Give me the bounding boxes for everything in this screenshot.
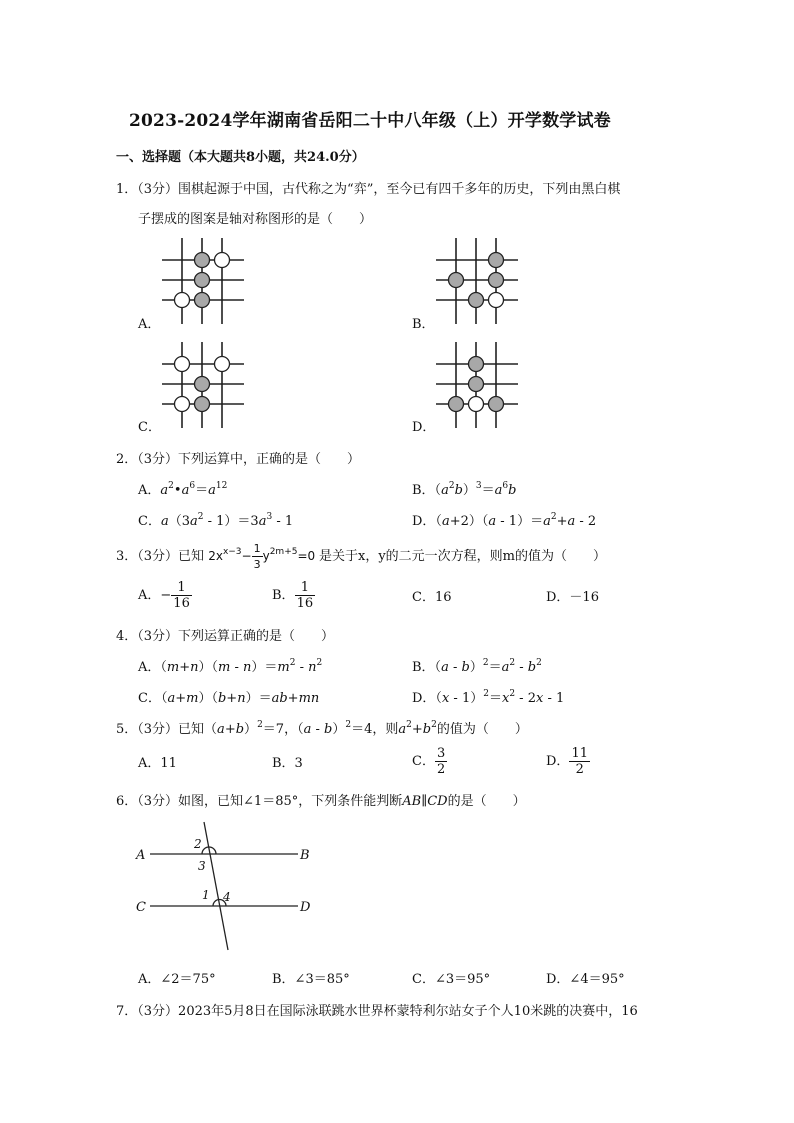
q2-option-a: A．$a^2•a^6=a^{12}$ (138, 481, 228, 498)
label-c: C (136, 900, 146, 915)
q5-option-a: A．11 (138, 756, 177, 771)
q6-stem: 6．（3分）如图，已知∠1＝85°，下列条件能判断AB∥CD的是（ ） (116, 794, 526, 809)
transversal (204, 822, 228, 950)
go-board-a (162, 238, 244, 324)
q6-option-d: D．∠4＝95° (546, 972, 625, 987)
label-a: A (136, 848, 146, 863)
q2-option-d: D．$(a+2)(a - 1)=a^2+a - 2$ (412, 512, 597, 529)
go-board-b (436, 238, 518, 324)
q6-option-b: B．∠3＝85° (272, 972, 350, 987)
label-d: D (300, 900, 311, 915)
q3-equation: $2x^{x-3}-$ $\frac{1}{3}$ $y^{2m+5}=0$ (208, 542, 316, 571)
q1-stem-line1: 1．（3分）围棋起源于中国，古代称之为“弈”，至今已有四千多年的历史，下列由黑白棋 (116, 182, 621, 197)
q3-option-c: C．16 (412, 590, 452, 605)
section-heading: 一、选择题（本大题共8小题，共24.0分） (116, 150, 365, 165)
page-title: 2023-2024学年湖南省岳阳二十中八年级（上）开学数学试卷 (129, 111, 611, 131)
q6-option-c: C．∠3＝95° (412, 972, 491, 987)
q1-stem-line2: 子摆成的图案是轴对称图形的是（ ） (138, 212, 373, 227)
q1-option-c-label: C． (138, 420, 161, 435)
q4-option-a: A．$(m+n)(m - n)=m^2 - n^2$ (138, 658, 323, 675)
q2-option-c: C．$a(3a^2 - 1)=3a^3 - 1$ (138, 512, 294, 529)
q2-stem: 2．（3分）下列运算中，正确的是（ ） (116, 452, 361, 467)
q7-stem: 7．（3分）2023年5月8日在国际泳联跳水世界杯蒙特利尔站女子个人10米跳的决赛中，16 (116, 1004, 638, 1019)
go-board-c (162, 342, 244, 428)
label-b: B (300, 848, 310, 863)
q4-option-d: D．$(x - 1)^2=x^2 - 2x - 1$ (412, 689, 565, 706)
q5-stem: 5．（3分）已知$(a+b)^2=7$，（a - b）$^2$＝4，则$a^2+b^2$的值为（ ） (116, 720, 528, 737)
q1-option-b-label: B． (412, 317, 435, 332)
q6-option-a: A．∠2＝75° (138, 972, 216, 987)
q2-option-d-prefix: D．（ (412, 514, 442, 529)
q2-option-b-prefix: B．（ (412, 483, 442, 498)
angle-3-label: 3 (198, 859, 206, 873)
q4-stem: 4．（3分）下列运算正确的是（ ） (116, 629, 335, 644)
q3-option-b: B． $\frac{1}{16}$ (272, 580, 314, 611)
q3-stem (116, 541, 606, 572)
q4-option-c: C．（a+m）（b+n）＝ab+mn (138, 691, 320, 706)
q2-option-a-prefix: A． (138, 483, 161, 498)
parallel-lines-figure (136, 818, 326, 958)
q2-option-b: B．$(a^2b)^3=a^6b$ (412, 481, 517, 498)
q1-option-d-label: D． (412, 420, 436, 435)
angle-2-label: 2 (194, 837, 202, 851)
q3-option-d: D．－16 (546, 590, 599, 605)
q3-option-a: A．− $\frac{1}{16}$ (138, 580, 190, 611)
q5-option-c: C． $\frac{3}{2}$ (412, 746, 446, 777)
q5-option-d: D． $\frac{11}{2}$ (546, 746, 588, 777)
q3-prefix: 3．（3分）已知 (116, 549, 205, 564)
q1-option-a-label: A． (138, 317, 161, 332)
q5-option-b: B．3 (272, 756, 303, 771)
angle-1-label: 1 (202, 888, 210, 902)
q4-option-b: B．$(a - b)^2=a^2 - b^2$ (412, 658, 542, 675)
go-board-d (436, 342, 518, 428)
angle-4-label: 4 (223, 890, 231, 904)
q3-suffix: 是关于x，y的二元一次方程，则m的值为（ ） (319, 549, 607, 564)
q2-option-c-prefix: C． (138, 514, 161, 529)
